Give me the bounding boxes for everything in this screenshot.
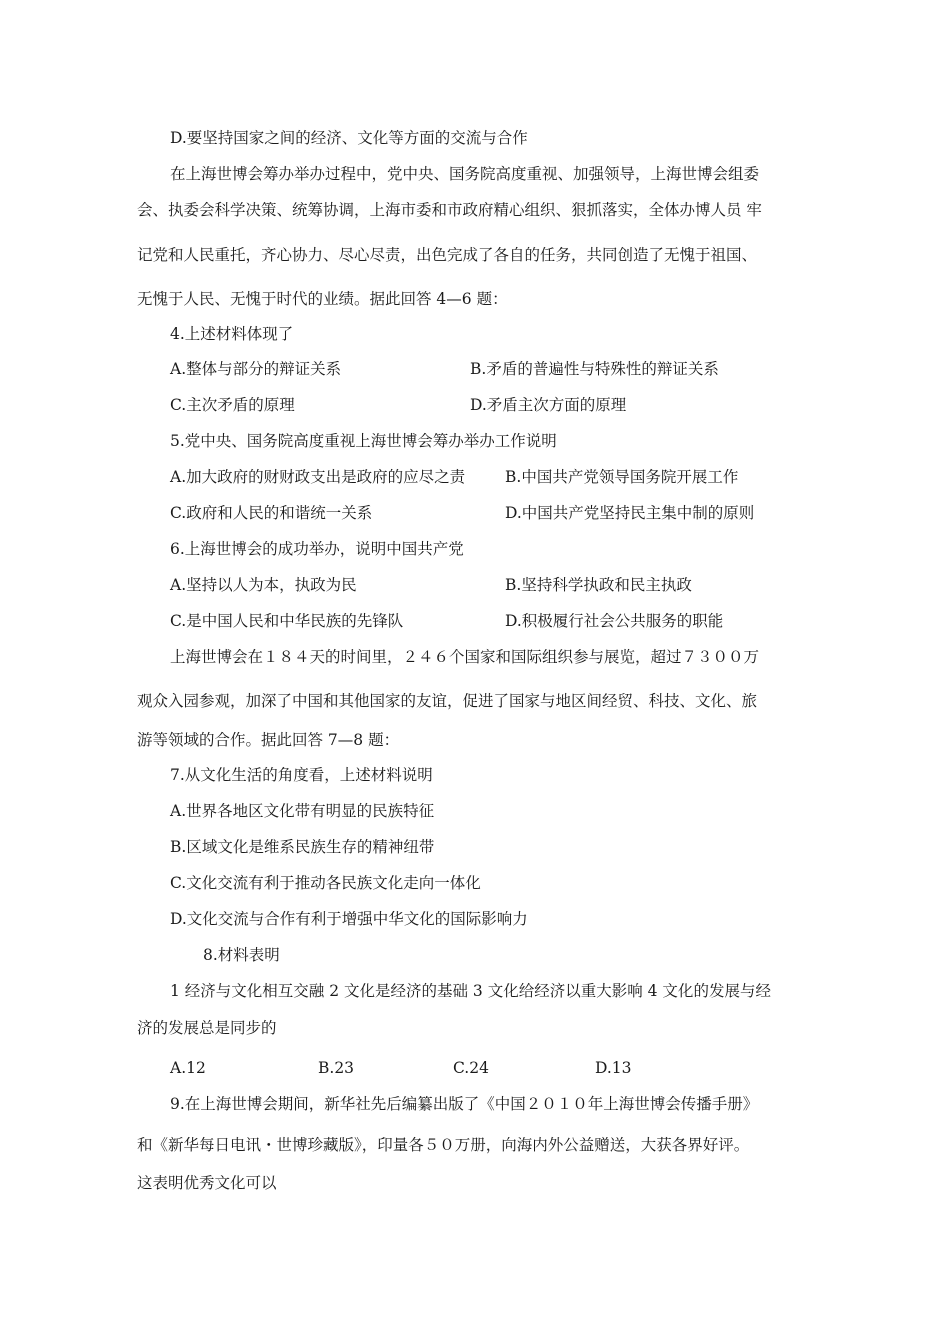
question-5-option-b: B.中国共产党领导国务院开展工作 bbox=[505, 468, 739, 486]
question-6: 6.上海世博会的成功举办，说明中国共产党 bbox=[170, 540, 464, 558]
paragraph-line: 无愧于人民、无愧于时代的业绩。据此回答 4—6 题： bbox=[137, 290, 508, 308]
question-7: 7.从文化生活的角度看，上述材料说明 bbox=[170, 766, 433, 784]
question-7-option-a: A.世界各地区文化带有明显的民族特征 bbox=[170, 802, 435, 820]
question-6-option-d: D.积极履行社会公共服务的职能 bbox=[505, 612, 724, 630]
question-4-option-c: C.主次矛盾的原理 bbox=[170, 396, 295, 414]
paragraph-line: 记党和人民重托，齐心协力、尽心尽责，出色完成了各自的任务，共同创造了无愧于祖国、 bbox=[137, 246, 758, 264]
paragraph-line: 在上海世博会筹办举办过程中，党中央、国务院高度重视、加强领导，上海世博会组委 bbox=[170, 165, 760, 183]
question-5-option-d: D.中国共产党坚持民主集中制的原则 bbox=[505, 504, 755, 522]
paragraph-line: 观众入园参观，加深了中国和其他国家的友谊，促进了国家与地区间经贸、科技、文化、旅 bbox=[137, 692, 758, 710]
question-8-option-c: C.24 bbox=[453, 1059, 489, 1077]
question-5-option-a: A.加大政府的财财政支出是政府的应尽之责 bbox=[170, 468, 466, 486]
option-d-line: D.要坚持国家之间的经济、文化等方面的交流与合作 bbox=[170, 129, 528, 147]
question-7-option-d: D.文化交流与合作有利于增强中华文化的国际影响力 bbox=[170, 910, 528, 928]
question-4-option-a: A.整体与部分的辩证关系 bbox=[170, 360, 342, 378]
question-9-line: 和《新华每日电讯・世博珍藏版》，印量各５０万册，向海内外公益赠送，大获各界好评。 bbox=[137, 1136, 750, 1154]
question-8-statements: 济的发展总是同步的 bbox=[137, 1019, 277, 1037]
question-8-option-a: A.12 bbox=[170, 1059, 206, 1077]
paragraph-line: 游等领域的合作。据此回答 7—8 题： bbox=[137, 731, 400, 749]
question-5-option-c: C.政府和人民的和谐统一关系 bbox=[170, 504, 373, 522]
question-4-option-d: D.矛盾主次方面的原理 bbox=[470, 396, 627, 414]
paragraph-line: 会、执委会科学决策、统筹协调，上海市委和市政府精心组织、狠抓落实，全体办博人员 牢 bbox=[137, 201, 762, 219]
question-8-option-d: D.13 bbox=[595, 1059, 632, 1077]
question-7-option-b: B.区域文化是维系民族生存的精神纽带 bbox=[170, 838, 435, 856]
question-8-statements: 1 经济与文化相互交融 2 文化是经济的基础 3 文化给经济以重大影响 4 文化的发展与经 bbox=[170, 982, 771, 1000]
question-6-option-b: B.坚持科学执政和民主执政 bbox=[505, 576, 692, 594]
question-9: 9.在上海世博会期间，新华社先后编纂出版了《中国２０１０年上海世博会传播手册》 bbox=[170, 1095, 759, 1113]
question-9-line: 这表明优秀文化可以 bbox=[137, 1174, 277, 1192]
question-6-option-c: C.是中国人民和中华民族的先锋队 bbox=[170, 612, 404, 630]
question-8-option-b: B.23 bbox=[318, 1059, 355, 1077]
question-7-option-c: C.文化交流有利于推动各民族文化走向一体化 bbox=[170, 874, 481, 892]
question-4-option-b: B.矛盾的普遍性与特殊性的辩证关系 bbox=[470, 360, 719, 378]
question-6-option-a: A.坚持以人为本，执政为民 bbox=[170, 576, 357, 594]
question-8: 8.材料表明 bbox=[203, 946, 280, 964]
question-5: 5.党中央、国务院高度重视上海世博会筹办举办工作说明 bbox=[170, 432, 557, 450]
paragraph-line: 上海世博会在１８４天的时间里，２４６个国家和国际组织参与展览，超过７３００万 bbox=[170, 648, 760, 666]
question-4: 4.上述材料体现了 bbox=[170, 325, 294, 343]
